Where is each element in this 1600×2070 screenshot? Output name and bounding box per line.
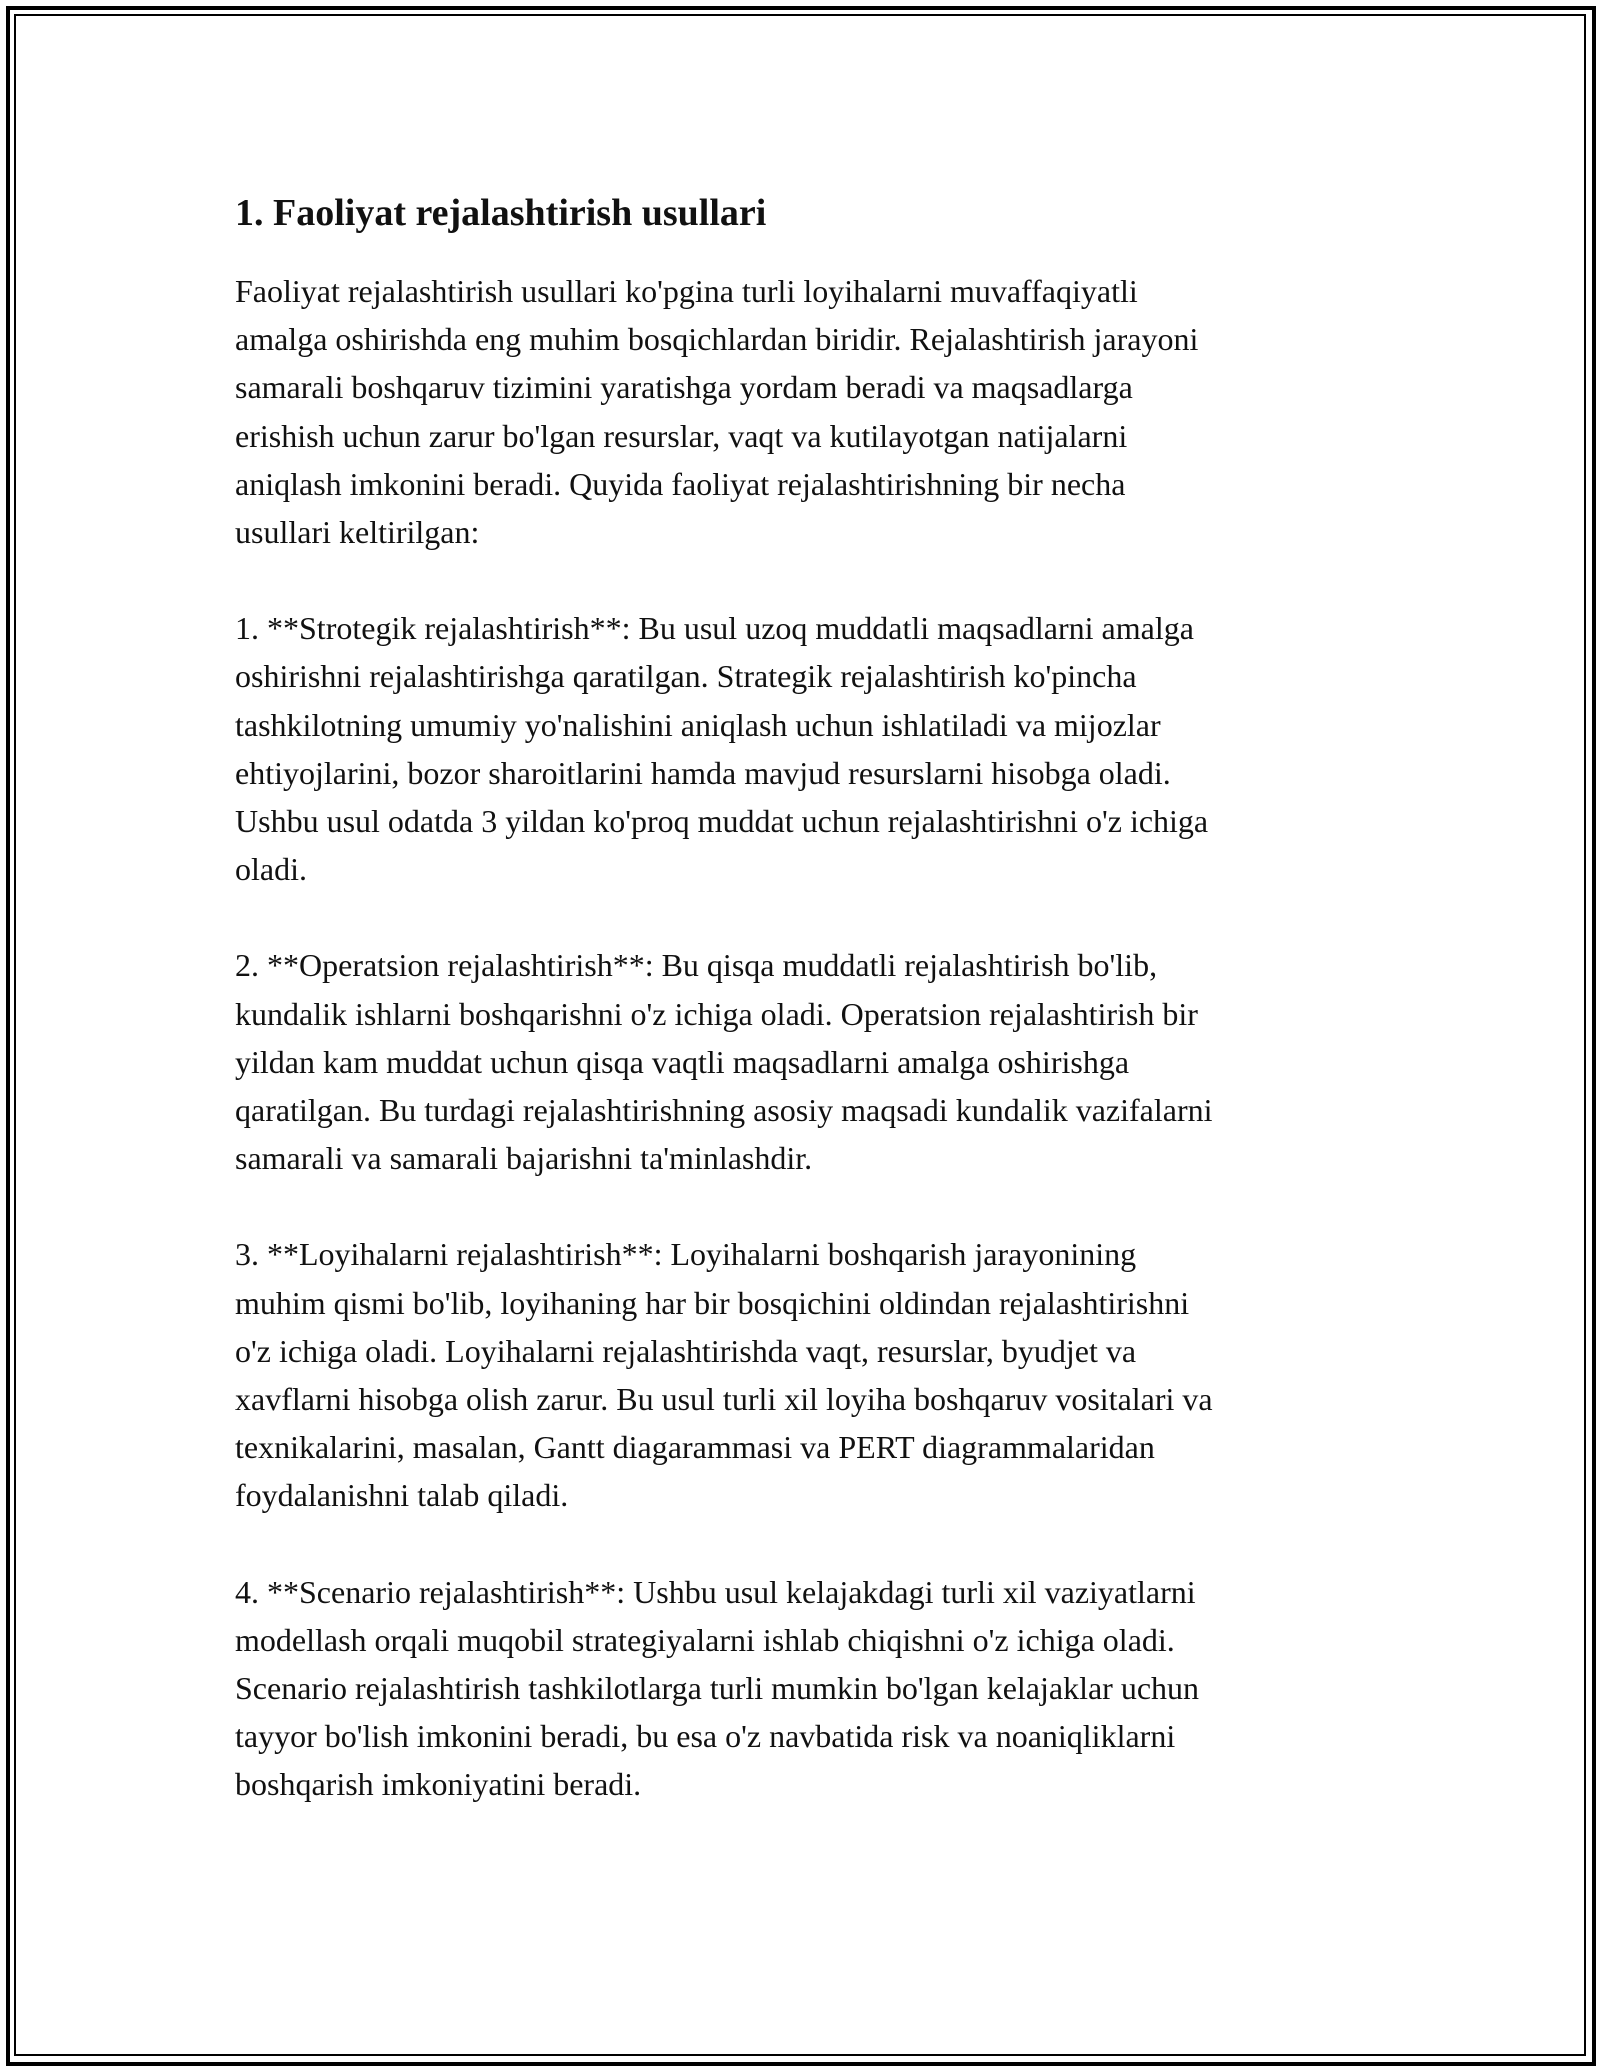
intro-paragraph: Faoliyat rejalashtirish usullari ko'pgina turli loyihalarni muvaffaqiyatli amalga oshirishda eng muhim bosqichlardan biridir. Rejalashtirish jarayoni samarali boshqaruv tizimini yaratishga yordam beradi va maqsadlarga erishish uchun zarur bo'lgan resurslar, vaqt va kutilayotgan natijalarni aniqlash imkonini beradi. Quyida faoliyat rejalashtirishning bir necha usullari keltirilgan: — [235, 273, 1199, 551]
paragraph-project-planning: 3. **Loyihalarni rejalashtirish**: Loyihalarni boshqarish jarayonining muhim qismi bo'lib, loyihaning har bir bosqichini oldindan rejalashtirishni o'z ichiga oladi. Loyihalarni rejalashtirishda vaqt, resurslar, byudjet va xavflarni hisobga olish zarur. Bu usul turli xil loyiha boshqaruv vositalari va texnikalarini, masalan, Gantt diagarammasi va PERT diagrammalaridan foydalanishni talab qiladi. — [235, 1236, 1213, 1514]
document-body — [235, 185, 1375, 1857]
paragraph-operational-planning: 2. **Operatsion rejalashtirish**: Bu qisqa muddatli rejalashtirish bo'lib, kundalik ishlarni boshqarishni o'z ichiga oladi. Operatsion rejalashtirish bir yildan kam muddat uchun qisqa vaqtli maqsadlarni amalga oshirishga qaratilgan. Bu turdagi rejalashtirishning asosiy maqsadi kundalik vazifalarni samarali va samarali bajarishni ta'minlashdir. — [235, 947, 1213, 1177]
page-title: 1. Faoliyat rejalashtirish usullari — [235, 192, 767, 234]
paragraph-strategic-planning: 1. **Strotegik rejalashtirish**: Bu usul uzoq muddatli maqsadlarni amalga oshirishni rejalashtirishga qaratilgan. Strategik rejalashtirish ko'pincha tashkilotning umumiy yo'nalishini aniqlash uchun ishlatiladi va mijozlar ehtiyojlarini, bozor sharoitlarini hamda mavjud resurslarni hisobga oladi. Ushbu usul odatda 3 yildan ko'proq muddat uchun rejalashtirishni o'z ichiga oladi. — [235, 610, 1209, 888]
paragraph-scenario-planning: 4. **Scenario rejalashtirish**: Ushbu usul kelajakdagi turli xil vaziyatlarni modellash orqali muqobil strategiyalarni ishlab chiqishni o'z ichiga oladi. Scenario rejalashtirish tashkilotlarga turli mumkin bo'lgan kelajaklar uchun tayyor bo'lish imkonini beradi, bu esa o'z navbatida risk va noaniqliklarni boshqarish imkoniyatini beradi. — [235, 1573, 1200, 1803]
